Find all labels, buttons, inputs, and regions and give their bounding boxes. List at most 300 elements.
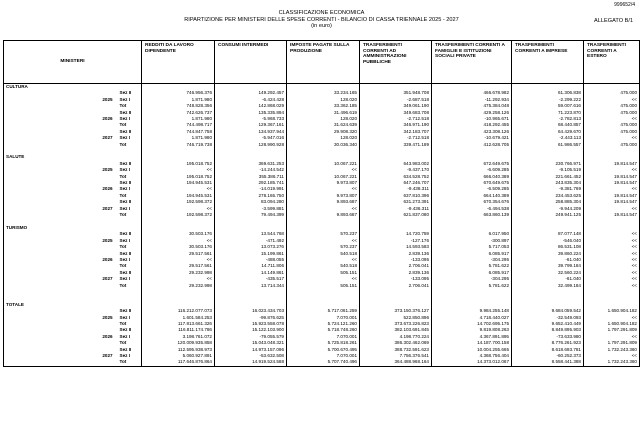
imposte-cell: 5.717.061.259: [287, 308, 360, 314]
consumi-cell: -53.632.508: [215, 353, 287, 359]
trasf-imprese-cell: -9.381.769: [512, 186, 584, 192]
trasf-famiglie-cell: 6.085.917: [432, 270, 512, 276]
consumi-cell: 79.494.399: [215, 212, 287, 218]
trasf-imprese-cell: 32.560.224: [512, 270, 584, 276]
year-cell: [98, 359, 118, 366]
trasf-amministrazioni-cell: -2.712.518: [360, 135, 432, 141]
trasf-estero-cell: 19.814.547: [584, 212, 640, 218]
trasf-estero-cell: [584, 84, 640, 91]
trasf-imprese-cell: 249.941.125: [512, 212, 584, 218]
trasf-amministrazioni-cell: 643.983.002: [360, 161, 432, 167]
year-cell: 2026: [102, 116, 113, 122]
trasf-famiglie-cell: 5.717.053: [432, 244, 512, 250]
col-ministeri: MINISTERI: [4, 41, 142, 84]
row-kind: Sez II: [118, 308, 142, 314]
row-kind: Sez II: [118, 270, 142, 276]
row-kind: Sez II: [118, 161, 142, 167]
trasf-imprese-cell: 9.684.059.542: [512, 308, 584, 314]
trasf-imprese-cell: -546.040: [512, 238, 584, 244]
redditi-cell: 1.871.980: [142, 135, 215, 141]
consumi-cell: 83.094.280: [215, 199, 287, 205]
table-row: [4, 359, 640, 366]
row-kind: Sez I: [118, 353, 142, 359]
row-kind: Sez II: [118, 110, 142, 116]
trasf-amministrazioni-cell: 2.839.136: [360, 270, 432, 276]
trasf-estero-cell: <<: [584, 206, 640, 212]
trasf-imprese-cell: 8.558.441.388: [512, 359, 584, 366]
col-trasf-amministrazioni: TRASFERIMENTI CORRENTI AD AMMINISTRAZIONI PUBBLICHE: [360, 41, 432, 84]
year-cell: 2027: [102, 276, 113, 282]
trasf-estero-cell: 475.000: [584, 129, 640, 135]
imposte-cell: <<: [287, 276, 360, 282]
row-kind: Tot: [118, 174, 142, 180]
year-cell: 2025: [102, 314, 113, 320]
trasf-estero-cell: 1.797.291.809: [584, 340, 640, 346]
trasf-estero-cell: 475.000: [584, 110, 640, 116]
trasf-estero-cell: <<: [584, 276, 640, 282]
imposte-cell: 7.070.001: [287, 353, 360, 359]
trasf-imprese-cell: -32.549.093: [512, 315, 584, 321]
row-kind: Sez I: [118, 135, 142, 141]
trasf-imprese-cell: -73.633.980: [512, 334, 584, 340]
allegato-label: ALLEGATO B/1: [594, 18, 633, 24]
trasf-estero-cell: <<: [584, 263, 640, 269]
trasf-famiglie-cell: 14.187.700.158: [432, 340, 512, 346]
year-cell: 2026: [102, 333, 113, 339]
trasf-amministrazioni-cell: 647.246.707: [360, 180, 432, 186]
redditi-cell: 742.626.737: [142, 110, 215, 116]
trasf-famiglie-cell: 4.368.756.404: [432, 353, 512, 359]
trasf-estero-cell: 19.814.547: [584, 193, 640, 199]
trasf-estero-cell: 1.650.904.182: [584, 308, 640, 314]
redditi-cell: 30.503.176: [142, 231, 215, 237]
trasf-amministrazioni-cell: 342.183.707: [360, 129, 432, 135]
trasf-estero-cell: 1.732.243.360: [584, 359, 640, 366]
trasf-estero-cell: <<: [584, 334, 640, 340]
trasf-estero-cell: 475.000: [584, 103, 640, 109]
redditi-cell: 1.871.980: [142, 116, 215, 122]
row-kind: Tot: [118, 142, 142, 148]
trasf-famiglie-cell: [432, 84, 512, 91]
trasf-famiglie-cell: 418.292.455: [432, 122, 512, 128]
expense-table: [3, 40, 640, 367]
redditi-cell: <<: [142, 238, 215, 244]
imposte-cell: 5.724.121.260: [287, 321, 360, 327]
redditi-cell: 744.498.717: [142, 122, 215, 128]
imposte-cell: 505.151: [287, 283, 360, 289]
consumi-cell: 13.714.344: [215, 283, 287, 289]
trasf-imprese-cell: 258.885.304: [512, 199, 584, 205]
row-kind: Tot: [118, 122, 142, 128]
imposte-cell: 128.020: [287, 135, 360, 141]
trasf-amministrazioni-cell: 351.948.708: [360, 90, 432, 96]
trasf-famiglie-cell: 412.628.705: [432, 142, 512, 148]
row-kind: Tot: [118, 193, 142, 199]
row-kind: Sez I: [118, 276, 142, 282]
trasf-amministrazioni-cell: -9.437.170: [360, 167, 432, 173]
redditi-cell: 29.232.998: [142, 270, 215, 276]
row-kind: Tot: [118, 340, 142, 346]
redditi-cell: [142, 84, 215, 91]
trasf-imprese-cell: 86.531.108: [512, 244, 584, 250]
redditi-cell: 30.503.176: [142, 244, 215, 250]
redditi-cell: 117.646.876.864: [142, 359, 215, 366]
redditi-cell: 117.813.661.326: [142, 321, 215, 327]
trasf-estero-cell: 475.000: [584, 142, 640, 148]
row-kind: Sez I: [118, 206, 142, 212]
imposte-cell: <<: [287, 238, 360, 244]
imposte-cell: 5.700.670.495: [287, 347, 360, 353]
redditi-cell: <<: [142, 206, 215, 212]
col-trasf-estero: TRASFERIMENTI CORRENTI A ESTERO: [584, 41, 640, 84]
consumi-cell: -435.517: [215, 276, 287, 282]
trasf-estero-cell: 1.650.904.182: [584, 321, 640, 327]
consumi-cell: 128.990.928: [215, 142, 287, 148]
trasf-imprese-cell: 39.799.184: [512, 263, 584, 269]
page-id: 999652/4: [614, 2, 635, 8]
consumi-cell: 355.386.711: [215, 174, 287, 180]
row-kind: Tot: [118, 103, 142, 109]
trasf-estero-cell: 1.797.291.809: [584, 327, 640, 333]
trasf-estero-cell: <<: [584, 251, 640, 257]
imposte-cell: 30.036.340: [287, 142, 360, 148]
trasf-imprese-cell: 71.223.870: [512, 110, 584, 116]
redditi-cell: 29.232.998: [142, 283, 215, 289]
year-cell: 2026: [102, 186, 113, 192]
trasf-imprese-cell: 32.499.184: [512, 283, 584, 289]
trasf-famiglie-cell: 670.649.675: [432, 180, 512, 186]
row-kind: Sez I: [118, 167, 142, 173]
trasf-famiglie-cell: 429.258.126: [432, 110, 512, 116]
row-kind: Sez I: [118, 315, 142, 321]
col-trasf-imprese: TRASFERIMENTI CORRENTI A IMPRESE: [512, 41, 584, 84]
row-kind: [118, 84, 142, 91]
consumi-cell: 129.367.161: [215, 122, 287, 128]
trasf-famiglie-cell: -304.295: [432, 276, 512, 282]
trasf-amministrazioni-cell: 2.706.041: [360, 263, 432, 269]
trasf-imprese-cell: [512, 84, 584, 91]
redditi-cell: 1.601.584.253: [142, 315, 215, 321]
trasf-famiglie-cell: -304.295: [432, 257, 512, 263]
row-kind: Tot: [118, 283, 142, 289]
trasf-imprese-cell: 8.849.895.903: [512, 327, 584, 333]
imposte-cell: 9.973.807: [287, 180, 360, 186]
consumi-cell: 369.631.253: [215, 161, 287, 167]
col-consumi: CONSUMI INTERMEDI: [215, 41, 287, 84]
imposte-cell: 7.070.001: [287, 334, 360, 340]
trasf-imprese-cell: 243.835.304: [512, 180, 584, 186]
redditi-cell: 5.060.927.891: [142, 353, 215, 359]
trasf-famiglie-cell: 5.781.622: [432, 263, 512, 269]
redditi-cell: 1.871.980: [142, 97, 215, 103]
trasf-famiglie-cell: 4.367.891.895: [432, 334, 512, 340]
trasf-imprese-cell: 230.766.971: [512, 161, 584, 167]
trasf-estero-cell: <<: [584, 270, 640, 276]
row-kind: Sez II: [118, 231, 142, 237]
row-kind: Tot: [118, 212, 142, 218]
trasf-famiglie-cell: -300.897: [432, 238, 512, 244]
trasf-estero-cell: <<: [584, 231, 640, 237]
consumi-cell: -5.947.016: [215, 135, 287, 141]
imposte-cell: 5.718.748.260: [287, 327, 360, 333]
row-kind: Sez I: [118, 97, 142, 103]
year-cell: 2025: [102, 167, 113, 173]
redditi-cell: <<: [142, 186, 215, 192]
trasf-imprese-cell: 87.077.148: [512, 231, 584, 237]
trasf-famiglie-cell: 9.819.808.263: [432, 327, 512, 333]
imposte-cell: 10.067.221: [287, 161, 360, 167]
consumi-cell: [215, 84, 287, 91]
consumi-cell: 13.073.276: [215, 244, 287, 250]
consumi-cell: 15.043.048.321: [215, 340, 287, 346]
trasf-imprese-cell: 8.618.693.781: [512, 347, 584, 353]
consumi-cell: 134.937.944: [215, 129, 287, 135]
imposte-cell: [287, 84, 360, 91]
consumi-cell: 135.335.894: [215, 110, 287, 116]
trasf-estero-cell: <<: [584, 283, 640, 289]
redditi-cell: <<: [142, 276, 215, 282]
trasf-famiglie-cell: 9.984.255.148: [432, 308, 512, 314]
trasf-estero-cell: <<: [584, 116, 640, 122]
year-cell: 2025: [102, 237, 113, 243]
trasf-famiglie-cell: 475.384.048: [432, 103, 512, 109]
trasf-amministrazioni-cell: [360, 84, 432, 91]
ministry-label: TURISMO: [4, 225, 98, 231]
trasf-famiglie-cell: -10.965.671: [432, 116, 512, 122]
imposte-cell: 33.362.185: [287, 103, 360, 109]
trasf-amministrazioni-cell: 346.971.190: [360, 122, 432, 128]
imposte-cell: 7.070.001: [287, 315, 360, 321]
row-kind: Sez II: [118, 129, 142, 135]
header-block: [0, 10, 643, 30]
redditi-cell: 29.517.561: [142, 251, 215, 257]
trasf-amministrazioni-cell: -127.176: [360, 238, 432, 244]
trasf-amministrazioni-cell: 522.850.896: [360, 315, 432, 321]
col-trasf-famiglie: TRASFERIMENTI CORRENTI A FAMIGLIE E ISTITUZIONI SOCIALI PRIVATE: [432, 41, 512, 84]
trasf-famiglie-cell: 666.040.389: [432, 174, 512, 180]
redditi-cell: 746.956.376: [142, 90, 215, 96]
trasf-imprese-cell: 39.860.224: [512, 251, 584, 257]
trasf-famiglie-cell: -6.609.285: [432, 167, 512, 173]
trasf-famiglie-cell: 670.354.676: [432, 199, 512, 205]
ministry-label: CULTURA: [4, 84, 98, 91]
trasf-amministrazioni-cell: 634.528.752: [360, 174, 432, 180]
row-kind: Tot: [118, 263, 142, 269]
redditi-cell: 116.811.174.786: [142, 327, 215, 333]
redditi-cell: 194.945.531: [142, 193, 215, 199]
imposte-cell: 31.496.619: [287, 110, 360, 116]
row-kind: Sez I: [118, 186, 142, 192]
consumi-cell: -471.492: [215, 238, 287, 244]
report-title: CLASSIFICAZIONE ECONOMICA: [278, 10, 365, 16]
trasf-amministrazioni-cell: -9.438.311: [360, 186, 432, 192]
trasf-amministrazioni-cell: 349.061.190: [360, 103, 432, 109]
imposte-cell: 505.151: [287, 270, 360, 276]
redditi-cell: <<: [142, 167, 215, 173]
row-kind: Sez II: [118, 199, 142, 205]
trasf-estero-cell: 475.000: [584, 90, 640, 96]
trasf-famiglie-cell: 14.373.012.067: [432, 359, 512, 366]
trasf-famiglie-cell: 4.718.440.027: [432, 315, 512, 321]
consumi-cell: 14.149.861: [215, 270, 287, 276]
redditi-cell: 120.009.935.858: [142, 340, 215, 346]
imposte-cell: 31.624.639: [287, 122, 360, 128]
redditi-cell: <<: [142, 257, 215, 263]
year-cell: 2025: [102, 96, 113, 102]
trasf-imprese-cell: -9.105.519: [512, 167, 584, 173]
header-row: [4, 41, 640, 84]
trasf-famiglie-cell: 672.649.675: [432, 161, 512, 167]
row-kind: Tot: [118, 321, 142, 327]
redditi-cell: 192.598.372: [142, 199, 215, 205]
trasf-imprese-cell: -2.299.222: [512, 97, 584, 103]
col-redditi: REDDITI DA LAVORO DIPENDENTE: [142, 41, 215, 84]
trasf-amministrazioni-cell: 2.706.041: [360, 283, 432, 289]
trasf-imprese-cell: 234.453.625: [512, 193, 584, 199]
year-cell: [98, 84, 118, 91]
trasf-imprese-cell: 68.440.857: [512, 122, 584, 128]
row-kind: Sez I: [118, 257, 142, 263]
trasf-imprese-cell: 8.776.261.923: [512, 340, 584, 346]
unit-label: (in euro): [311, 23, 332, 30]
ministry-label: SALUTE: [4, 154, 98, 160]
trasf-imprese-cell: -2.782.813: [512, 116, 584, 122]
trasf-amministrazioni-cell: 388.732.591.623: [360, 347, 432, 353]
imposte-cell: 9.893.687: [287, 199, 360, 205]
trasf-estero-cell: 1.732.243.360: [584, 347, 640, 353]
trasf-famiglie-cell: 6.017.950: [432, 231, 512, 237]
trasf-estero-cell: <<: [584, 315, 640, 321]
year-cell: 2027: [102, 353, 113, 358]
trasf-amministrazioni-cell: 631.273.391: [360, 199, 432, 205]
report-subtitle: RIPARTIZIONE PER MINISTERI DELLE SPESE CORRENTI - BILANCIO DI CASSA TRIENNALE 2025 - 2027: [184, 16, 459, 23]
consumi-cell: -99.876.625: [215, 315, 287, 321]
trasf-famiglie-cell: 423.308.126: [432, 129, 512, 135]
trasf-amministrazioni-cell: 339.471.189: [360, 142, 432, 148]
trasf-amministrazioni-cell: 386.302.462.069: [360, 340, 432, 346]
row-kind: Sez II: [118, 327, 142, 333]
redditi-cell: 29.517.561: [142, 263, 215, 269]
trasf-estero-cell: 475.000: [584, 122, 640, 128]
row-kind: Tot: [118, 359, 142, 366]
trasf-famiglie-cell: -10.679.421: [432, 135, 512, 141]
trasf-famiglie-cell: 10.004.255.665: [432, 347, 512, 353]
trasf-amministrazioni-cell: -133.095: [360, 257, 432, 263]
consumi-cell: 15.923.558.078: [215, 321, 287, 327]
redditi-cell: 112.595.938.973: [142, 347, 215, 353]
imposte-cell: 5.725.818.261: [287, 340, 360, 346]
consumi-cell: 15.122.103.900: [215, 327, 287, 333]
redditi-cell: 116.212.077.073: [142, 308, 215, 314]
trasf-imprese-cell: 9.652.410.449: [512, 321, 584, 327]
trasf-amministrazioni-cell: 373.150.376.127: [360, 308, 432, 314]
imposte-cell: 9.893.687: [287, 212, 360, 218]
trasf-estero-cell: 19.814.547: [584, 199, 640, 205]
trasf-estero-cell: <<: [584, 257, 640, 263]
trasf-amministrazioni-cell: -133.095: [360, 276, 432, 282]
trasf-imprese-cell: -2.443.113: [512, 135, 584, 141]
row-kind: Tot: [118, 244, 142, 250]
redditi-cell: 3.198.761.072: [142, 334, 215, 340]
year-cell: 2026: [102, 256, 113, 262]
trasf-amministrazioni-cell: 349.683.708: [360, 110, 432, 116]
imposte-cell: 540.518: [287, 263, 360, 269]
imposte-cell: 10.067.221: [287, 174, 360, 180]
consumi-cell: -14.019.991: [215, 186, 287, 192]
trasf-amministrazioni-cell: 14.593.583: [360, 244, 432, 250]
row-kind: Sez II: [118, 90, 142, 96]
consumi-cell: -5.968.733: [215, 116, 287, 122]
trasf-imprese-cell: 61.986.557: [512, 142, 584, 148]
redditi-cell: 192.598.372: [142, 212, 215, 218]
trasf-amministrazioni-cell: 621.837.080: [360, 212, 432, 218]
imposte-cell: <<: [287, 167, 360, 173]
consumi-cell: -14.244.542: [215, 167, 287, 173]
trasf-famiglie-cell: 663.860.139: [432, 212, 512, 218]
trasf-imprese-cell: -61.040: [512, 257, 584, 263]
trasf-amministrazioni-cell: -2.712.518: [360, 116, 432, 122]
table-row: [4, 84, 640, 91]
consumi-cell: -488.055: [215, 257, 287, 263]
trasf-estero-cell: <<: [584, 244, 640, 250]
imposte-cell: 9.973.807: [287, 193, 360, 199]
imposte-cell: <<: [287, 257, 360, 263]
trasf-famiglie-cell: 664.140.389: [432, 193, 512, 199]
trasf-famiglie-cell: -6.509.285: [432, 186, 512, 192]
consumi-cell: 278.165.750: [215, 193, 287, 199]
consumi-cell: 292.185.741: [215, 180, 287, 186]
imposte-cell: 570.237: [287, 244, 360, 250]
trasf-amministrazioni-cell: 373.673.226.823: [360, 321, 432, 327]
year-cell: 2027: [102, 135, 113, 141]
trasf-amministrazioni-cell: 364.488.968.164: [360, 359, 432, 366]
consumi-cell: 15.199.861: [215, 251, 287, 257]
redditi-cell: 744.847.758: [142, 129, 215, 135]
imposte-cell: 29.908.320: [287, 129, 360, 135]
trasf-amministrazioni-cell: 2.839.136: [360, 251, 432, 257]
consumi-cell: 13.544.768: [215, 231, 287, 237]
redditi-cell: 195.018.752: [142, 174, 215, 180]
consumi-cell: 14.919.524.588: [215, 359, 287, 366]
trasf-famiglie-cell: 6.085.917: [432, 251, 512, 257]
consumi-cell: -3.599.881: [215, 206, 287, 212]
trasf-estero-cell: <<: [584, 135, 640, 141]
imposte-cell: 570.237: [287, 231, 360, 237]
trasf-famiglie-cell: 5.781.622: [432, 283, 512, 289]
consumi-cell: 16.023.434.703: [215, 308, 287, 314]
trasf-estero-cell: 19.814.547: [584, 174, 640, 180]
year-cell: 2027: [102, 205, 113, 211]
imposte-cell: 128.020: [287, 116, 360, 122]
trasf-estero-cell: <<: [584, 186, 640, 192]
trasf-famiglie-cell: 466.678.982: [432, 90, 512, 96]
trasf-amministrazioni-cell: 637.810.396: [360, 193, 432, 199]
trasf-amministrazioni-cell: -9.436.311: [360, 206, 432, 212]
consumi-cell: -79.055.579: [215, 334, 287, 340]
trasf-estero-cell: <<: [584, 97, 640, 103]
trasf-estero-cell: 19.814.547: [584, 180, 640, 186]
trasf-famiglie-cell: -6.494.538: [432, 206, 512, 212]
trasf-estero-cell: <<: [584, 167, 640, 173]
ministry-label: TOTALE: [4, 302, 98, 308]
trasf-estero-cell: <<: [584, 238, 640, 244]
trasf-imprese-cell: -61.040: [512, 276, 584, 282]
consumi-cell: 14.711.806: [215, 263, 287, 269]
trasf-imprese-cell: 221.661.452: [512, 174, 584, 180]
trasf-famiglie-cell: 14.702.695.175: [432, 321, 512, 327]
trasf-estero-cell: 19.814.547: [584, 161, 640, 167]
trasf-imprese-cell: 59.007.616: [512, 103, 584, 109]
